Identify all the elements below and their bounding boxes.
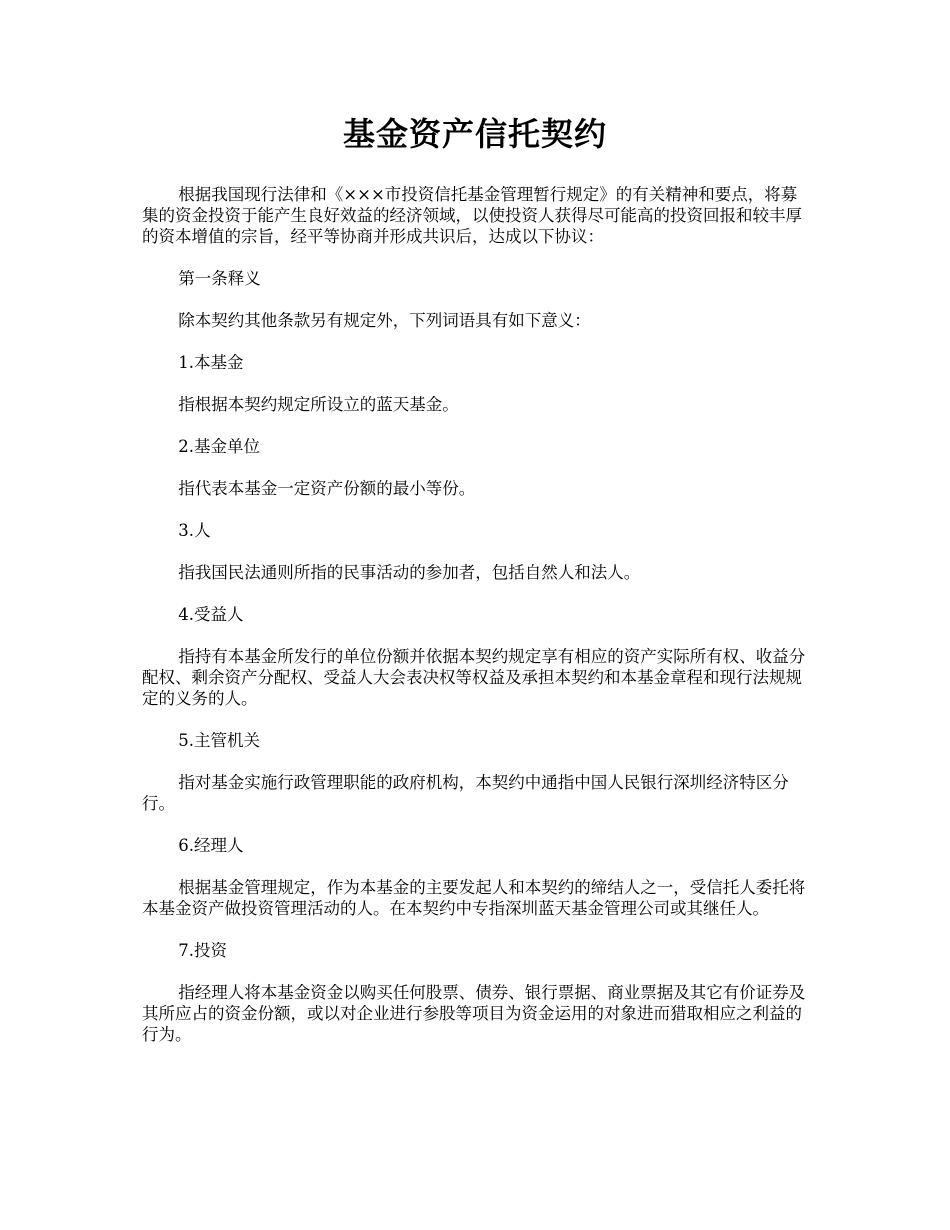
paragraph-preamble: 根据我国现行法律和《×××市投资信托基金管理暂行规定》的有关精神和要点，将募集的资金投资于能产生良好效益的经济领域，以使投资人获得尽可能高的投资回报和较丰厚的资本增值的宗旨，经平等协商并形成共识后，达成以下协议：	[142, 185, 802, 246]
term-definition-person: 指我国民法通则所指的民事活动的参加者，包括自然人和法人。	[178, 563, 641, 582]
term-definition-fund: 指根据本契约规定所设立的蓝天基金。	[178, 395, 459, 414]
term-definition-investment: 指经理人将本基金资金以购买任何股票、债券、银行票据、商业票据及其它有价证券及其所应占的资金份额，或以对企业进行参股等项目为资金运用的对象进而猎取相应之利益的行为。	[142, 983, 806, 1044]
term-heading-authority: 5.主管机关	[178, 731, 261, 750]
term-heading-fund-unit: 2.基金单位	[178, 437, 261, 456]
term-definition-beneficiary: 指持有本基金所发行的单位份额并依据本契约规定享有相应的资产实际所有权、收益分配权、剩余资产分配权、受益人大会表决权等权益及承担本契约和本基金章程和现行法规规定的义务的人。	[142, 647, 806, 708]
document-title: 基金资产信托契约	[342, 115, 607, 153]
heading-article-1: 第一条释义	[178, 269, 261, 288]
term-definition-authority: 指对基金实施行政管理职能的政府机构，本契约中通指中国人民银行深圳经济特区分行。	[142, 773, 789, 813]
term-definition-fund-unit: 指代表本基金一定资产份额的最小等份。	[178, 479, 476, 498]
term-heading-manager: 6.经理人	[178, 836, 244, 855]
term-heading-investment: 7.投资	[178, 941, 228, 960]
document-body	[142, 184, 812, 1066]
term-definition-manager: 根据基金管理规定，作为本基金的主要发起人和本契约的缔结人之一，受信托人委托将本基金资产做投资管理活动的人。在本契约中专指深圳蓝天基金管理公司或其继任人。	[142, 878, 806, 918]
paragraph-definitions-intro: 除本契约其他条款另有规定外，下列词语具有如下意义：	[178, 311, 591, 330]
term-heading-person: 3.人	[178, 521, 211, 540]
term-heading-fund: 1.本基金	[178, 353, 244, 372]
term-heading-beneficiary: 4.受益人	[178, 605, 244, 624]
